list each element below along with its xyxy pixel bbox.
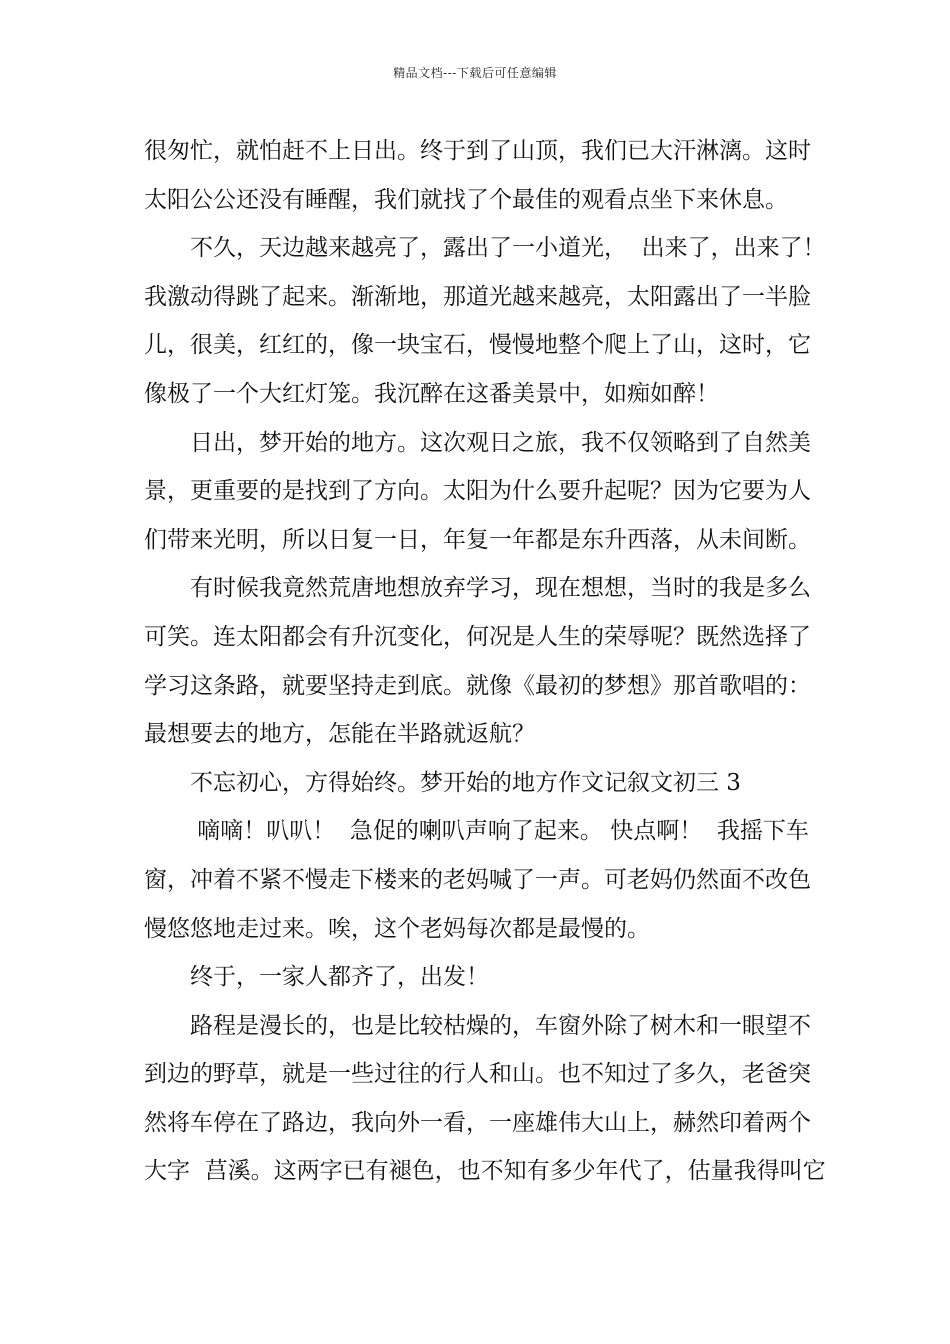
- text-line: 大字 莒溪。这两字已有褪色，也不知有多少年代了，估量我得叫它: [144, 1158, 826, 1185]
- text-line: 儿，很美，红红的，像一块宝石，慢慢地整个爬上了山，这时，它: [144, 332, 811, 359]
- text-line: 不久，天边越来越亮了，露出了一小道光， 出来了，出来了！: [190, 235, 826, 262]
- text-line: 太阳公公还没有睡醒，我们就找了个最佳的观看点坐下来休息。: [144, 186, 788, 213]
- page-header: 精品文档---下载后可任意编辑: [393, 66, 557, 80]
- text-line: 最想要去的地方，怎能在半路就返航？: [144, 721, 535, 748]
- text-line: 景，更重要的是找到了方向。太阳为什么要升起呢？因为它要为人: [144, 478, 811, 505]
- text-line: 慢悠悠地走过来。唉，这个老妈每次都是最慢的。: [144, 915, 650, 942]
- text-line: 很匆忙，就怕赶不上日出。终于到了山顶，我们已大汗淋漓。这时: [144, 138, 811, 164]
- text-line: 路程是漫长的，也是比较枯燥的，车窗外除了树木和一眼望不: [190, 1012, 811, 1039]
- text-line: 我激动得跳了起来。渐渐地，那道光越来越亮，太阳露出了一半脸: [144, 283, 811, 310]
- text-line: 可笑。连太阳都会有升沉变化，何况是人生的荣辱呢？既然选择了: [144, 623, 811, 650]
- text-line: 们带来光明，所以日复一日，年复一年都是东升西落，从未间断。: [144, 526, 811, 553]
- text-line: 嘀嘀！叭叭！ 急促的喇叭声响了起来。 快点啊！ 我摇下车: [190, 818, 809, 845]
- text-line: 到边的野草，就是一些过往的行人和山。也不知过了多久，老爸突: [144, 1061, 811, 1088]
- text-line: 然将车停在了路边，我向外一看，一座雄伟大山上，赫然印着两个: [144, 1109, 811, 1136]
- text-line: 有时候我竟然荒唐地想放弃学习，现在想想，当时的我是多么: [190, 575, 811, 602]
- text-line: 像极了一个大红灯笼。我沉醉在这番美景中，如痴如醉！: [144, 380, 719, 407]
- body-text: [144, 131, 826, 1200]
- text-line: 不忘初心，方得始终。梦开始的地方作文记叙文初三 3: [190, 769, 741, 796]
- text-line: 学习这条路，就要坚持走到底。就像《最初的梦想》那首歌唱的：: [144, 672, 811, 699]
- text-line: 日出，梦开始的地方。这次观日之旅，我不仅领略到了自然美: [190, 429, 811, 456]
- text-line: 终于，一家人都齐了，出发！: [190, 964, 489, 991]
- text-line: 窗，冲着不紧不慢走下楼来的老妈喊了一声。可老妈仍然面不改色: [144, 866, 811, 893]
